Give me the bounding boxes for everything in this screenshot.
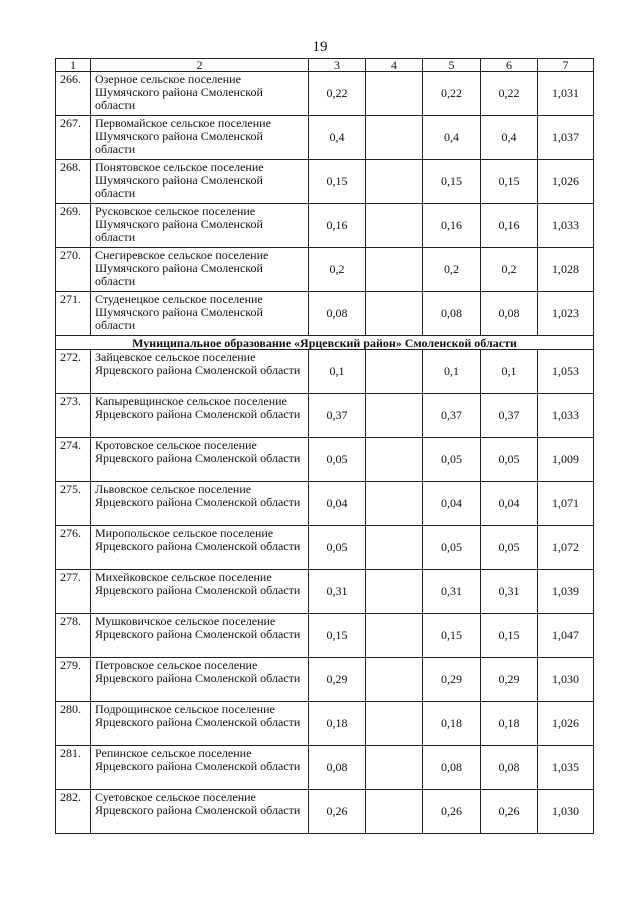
cell-col-3: 0,22 xyxy=(309,72,366,116)
cell-col-4 xyxy=(366,116,423,160)
settlement-name: Репинское сельское поселение Ярцевского района Смоленской области xyxy=(91,746,309,790)
table-row xyxy=(56,160,594,204)
row-number: 270. xyxy=(56,248,91,292)
cell-col-5: 0,22 xyxy=(423,72,481,116)
cell-col-3: 0,26 xyxy=(309,790,366,834)
row-number: 268. xyxy=(56,160,91,204)
cell-col-4 xyxy=(366,570,423,614)
cell-col-7: 1,030 xyxy=(538,658,594,702)
cell-col-6: 0,04 xyxy=(481,482,538,526)
column-header: 4 xyxy=(366,59,423,72)
cell-col-6: 0,05 xyxy=(481,526,538,570)
cell-col-3: 0,15 xyxy=(309,614,366,658)
header-row xyxy=(56,59,594,72)
row-number: 276. xyxy=(56,526,91,570)
cell-col-7: 1,033 xyxy=(538,204,594,248)
row-number: 279. xyxy=(56,658,91,702)
cell-col-3: 0,08 xyxy=(309,292,366,336)
table-row xyxy=(56,614,594,658)
table-body-yartsevo xyxy=(56,350,594,834)
cell-col-4 xyxy=(366,658,423,702)
table-row xyxy=(56,790,594,834)
cell-col-7: 1,028 xyxy=(538,248,594,292)
cell-col-3: 0,04 xyxy=(309,482,366,526)
row-number: 272. xyxy=(56,350,91,394)
cell-col-4 xyxy=(366,292,423,336)
row-number: 266. xyxy=(56,72,91,116)
settlement-name: Миропольское сельское поселение Ярцевского района Смоленской области xyxy=(91,526,309,570)
table-row xyxy=(56,526,594,570)
cell-col-7: 1,071 xyxy=(538,482,594,526)
settlement-name: Озерное сельское поселение Шумячского района Смоленской области xyxy=(91,72,309,116)
settlement-name: Снегиревское сельское поселение Шумячского района Смоленской области xyxy=(91,248,309,292)
table-section xyxy=(56,336,594,350)
cell-col-5: 0,15 xyxy=(423,614,481,658)
cell-col-4 xyxy=(366,160,423,204)
settlement-name: Капыревщинское сельское поселение Ярцевского района Смоленской области xyxy=(91,394,309,438)
settlement-name: Михейковское сельское поселение Ярцевского района Смоленской области xyxy=(91,570,309,614)
settlement-name: Мушковичское сельское поселение Ярцевского района Смоленской области xyxy=(91,614,309,658)
cell-col-7: 1,035 xyxy=(538,746,594,790)
settlement-name: Первомайское сельское поселение Шумячского района Смоленской области xyxy=(91,116,309,160)
column-header: 1 xyxy=(56,59,91,72)
table-body-shumyachi xyxy=(56,72,594,336)
cell-col-3: 0,18 xyxy=(309,702,366,746)
cell-col-5: 0,37 xyxy=(423,394,481,438)
settlement-name: Львовское сельское поселение Ярцевского района Смоленской области xyxy=(91,482,309,526)
data-table xyxy=(55,58,594,834)
cell-col-4 xyxy=(366,614,423,658)
settlement-name: Понятовское сельское поселение Шумячского района Смоленской области xyxy=(91,160,309,204)
cell-col-7: 1,023 xyxy=(538,292,594,336)
cell-col-6: 0,05 xyxy=(481,438,538,482)
cell-col-7: 1,031 xyxy=(538,72,594,116)
cell-col-6: 0,22 xyxy=(481,72,538,116)
cell-col-3: 0,2 xyxy=(309,248,366,292)
column-header: 7 xyxy=(538,59,594,72)
row-number: 271. xyxy=(56,292,91,336)
cell-col-3: 0,16 xyxy=(309,204,366,248)
row-number: 278. xyxy=(56,614,91,658)
cell-col-4 xyxy=(366,438,423,482)
cell-col-6: 0,18 xyxy=(481,702,538,746)
cell-col-6: 0,2 xyxy=(481,248,538,292)
cell-col-4 xyxy=(366,482,423,526)
cell-col-3: 0,31 xyxy=(309,570,366,614)
cell-col-6: 0,29 xyxy=(481,658,538,702)
settlement-name: Кротовское сельское поселение Ярцевского района Смоленской области xyxy=(91,438,309,482)
settlement-name: Суетовское сельское поселение Ярцевского района Смоленской области xyxy=(91,790,309,834)
cell-col-7: 1,009 xyxy=(538,438,594,482)
column-header: 5 xyxy=(423,59,481,72)
cell-col-3: 0,29 xyxy=(309,658,366,702)
cell-col-4 xyxy=(366,72,423,116)
cell-col-7: 1,072 xyxy=(538,526,594,570)
cell-col-5: 0,08 xyxy=(423,292,481,336)
cell-col-7: 1,053 xyxy=(538,350,594,394)
table-row xyxy=(56,702,594,746)
cell-col-3: 0,37 xyxy=(309,394,366,438)
cell-col-4 xyxy=(366,350,423,394)
table-row xyxy=(56,438,594,482)
cell-col-4 xyxy=(366,746,423,790)
cell-col-4 xyxy=(366,204,423,248)
cell-col-5: 0,31 xyxy=(423,570,481,614)
cell-col-3: 0,05 xyxy=(309,526,366,570)
row-number: 282. xyxy=(56,790,91,834)
cell-col-5: 0,08 xyxy=(423,746,481,790)
cell-col-5: 0,05 xyxy=(423,526,481,570)
section-row xyxy=(56,336,594,350)
cell-col-6: 0,15 xyxy=(481,614,538,658)
cell-col-3: 0,1 xyxy=(309,350,366,394)
settlement-name: Зайцевское сельское поселение Ярцевского района Смоленской области xyxy=(91,350,309,394)
table-row xyxy=(56,248,594,292)
cell-col-4 xyxy=(366,248,423,292)
cell-col-6: 0,08 xyxy=(481,292,538,336)
cell-col-5: 0,16 xyxy=(423,204,481,248)
table-row xyxy=(56,292,594,336)
cell-col-7: 1,037 xyxy=(538,116,594,160)
page-number: 19 xyxy=(312,39,328,55)
cell-col-5: 0,2 xyxy=(423,248,481,292)
settlement-name: Студенецкое сельское поселение Шумячского района Смоленской области xyxy=(91,292,309,336)
cell-col-5: 0,29 xyxy=(423,658,481,702)
row-number: 274. xyxy=(56,438,91,482)
cell-col-5: 0,4 xyxy=(423,116,481,160)
cell-col-3: 0,4 xyxy=(309,116,366,160)
section-title: Муниципальное образование «Ярцевский район» Смоленской области xyxy=(56,336,594,350)
row-number: 281. xyxy=(56,746,91,790)
cell-col-6: 0,26 xyxy=(481,790,538,834)
row-number: 267. xyxy=(56,116,91,160)
cell-col-6: 0,1 xyxy=(481,350,538,394)
row-number: 273. xyxy=(56,394,91,438)
cell-col-6: 0,4 xyxy=(481,116,538,160)
cell-col-6: 0,31 xyxy=(481,570,538,614)
column-header: 2 xyxy=(91,59,309,72)
table-row xyxy=(56,658,594,702)
cell-col-4 xyxy=(366,790,423,834)
cell-col-4 xyxy=(366,394,423,438)
settlement-name: Петровское сельское поселение Ярцевского района Смоленской области xyxy=(91,658,309,702)
cell-col-7: 1,033 xyxy=(538,394,594,438)
cell-col-7: 1,026 xyxy=(538,702,594,746)
cell-col-7: 1,026 xyxy=(538,160,594,204)
cell-col-5: 0,26 xyxy=(423,790,481,834)
column-header: 6 xyxy=(481,59,538,72)
cell-col-3: 0,15 xyxy=(309,160,366,204)
settlement-name: Подрощинское сельское поселение Ярцевского района Смоленской области xyxy=(91,702,309,746)
table-row xyxy=(56,350,594,394)
cell-col-4 xyxy=(366,702,423,746)
cell-col-6: 0,37 xyxy=(481,394,538,438)
cell-col-5: 0,18 xyxy=(423,702,481,746)
cell-col-5: 0,1 xyxy=(423,350,481,394)
table-row xyxy=(56,204,594,248)
row-number: 269. xyxy=(56,204,91,248)
settlement-name: Русковское сельское поселение Шумячского района Смоленской области xyxy=(91,204,309,248)
table-row xyxy=(56,746,594,790)
row-number: 275. xyxy=(56,482,91,526)
cell-col-5: 0,05 xyxy=(423,438,481,482)
cell-col-7: 1,030 xyxy=(538,790,594,834)
cell-col-3: 0,08 xyxy=(309,746,366,790)
cell-col-5: 0,04 xyxy=(423,482,481,526)
cell-col-6: 0,16 xyxy=(481,204,538,248)
table-row xyxy=(56,394,594,438)
cell-col-4 xyxy=(366,526,423,570)
row-number: 280. xyxy=(56,702,91,746)
cell-col-7: 1,047 xyxy=(538,614,594,658)
table-row xyxy=(56,72,594,116)
cell-col-5: 0,15 xyxy=(423,160,481,204)
table-row xyxy=(56,570,594,614)
cell-col-6: 0,08 xyxy=(481,746,538,790)
cell-col-6: 0,15 xyxy=(481,160,538,204)
cell-col-3: 0,05 xyxy=(309,438,366,482)
column-header: 3 xyxy=(309,59,366,72)
table-row xyxy=(56,116,594,160)
table-row xyxy=(56,482,594,526)
cell-col-7: 1,039 xyxy=(538,570,594,614)
row-number: 277. xyxy=(56,570,91,614)
